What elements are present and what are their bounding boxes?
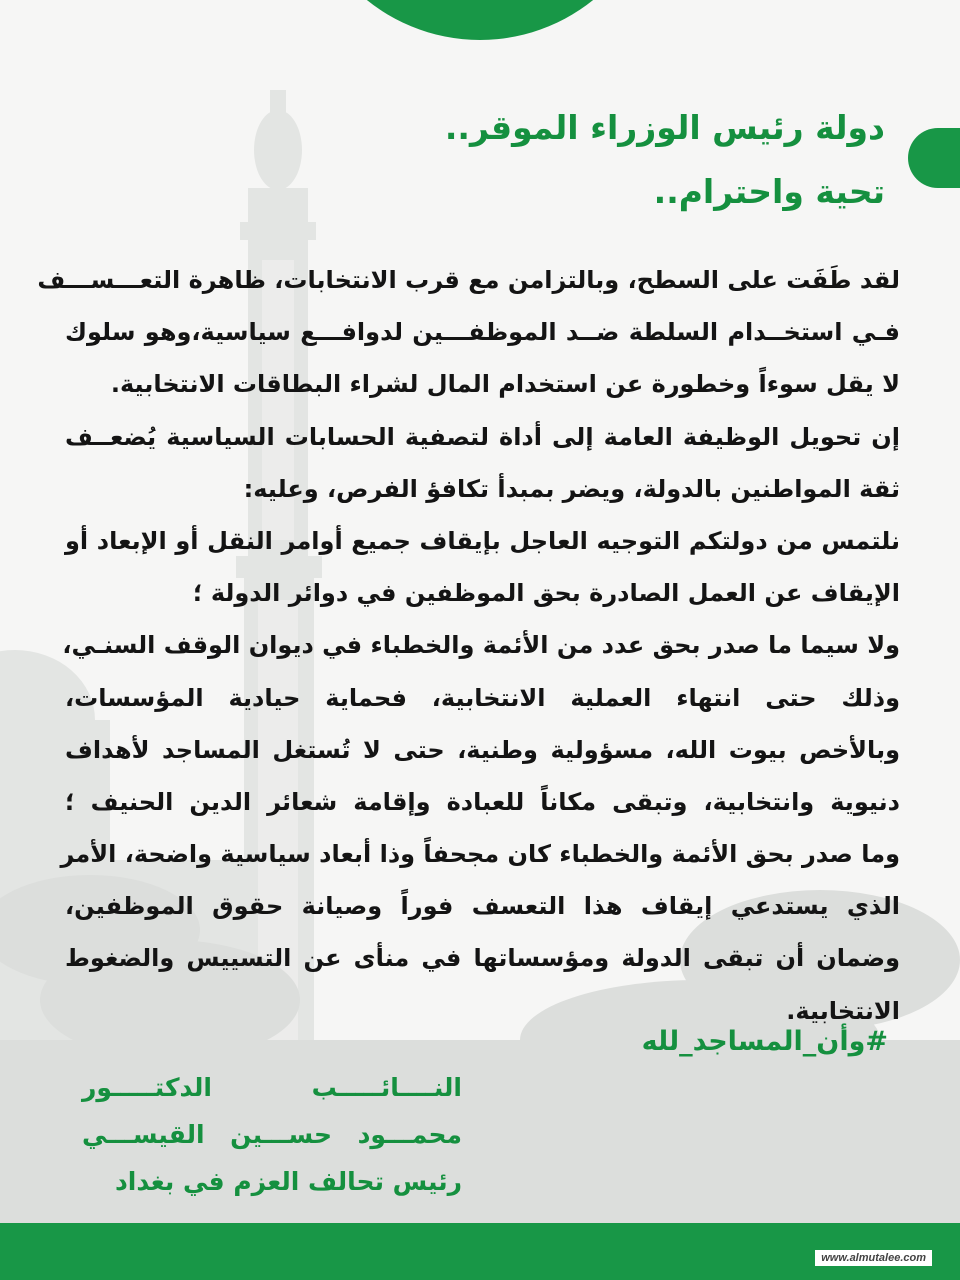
body-line: إن تحويل الوظيفة العامة إلى أداة لتصفية الحسابات السياسية يُضعــف	[65, 422, 900, 451]
body-line: ثقة المواطنين بالدولة، ويضر بمبدأ تكافؤ الفرص، وعليه:	[243, 474, 900, 503]
body-line: وضمان أن تبقى الدولة ومؤسساتها في منأى عن التسييس والضغوط	[65, 944, 900, 973]
body-line: وبالأخص بيوت الله، مسؤولية وطنية، حتى لا تُستغل المساجد لأهداف	[65, 735, 900, 764]
body-line: ولا سيما ما صدر بحق عدد من الأئمة والخطباء في ديوان الوقف السنـي،	[62, 631, 900, 660]
body-line: دنيوية وانتخابية، وتبقى مكاناً للعبادة وإقامة شعائر الدين الحنيف ؛	[65, 787, 900, 816]
letter-body	[37, 254, 900, 1037]
body-line: وذلك حتى انتهاء العملية الانتخابية، فحماية حيادية المؤسسات،	[65, 683, 900, 712]
signature-name: محمـــود حســـين القيســـي	[82, 1120, 462, 1149]
hashtag: #وأن_المساجد_لله	[641, 1026, 888, 1057]
signature-position: رئيس تحالف العزم في بغداد	[114, 1167, 462, 1196]
body-line: الذي يستدعي إيقاف هذا التعسف فوراً وصيانة حقوق الموظفين،	[65, 892, 900, 921]
salutation-heading: دولة رئيس الوزراء الموقر..	[444, 108, 885, 147]
site-watermark: www.almutalee.com	[815, 1250, 932, 1266]
body-line: لقد طَفَت على السطح، وبالتزامن مع قرب الانتخابات، ظاهرة التعـــســـف	[37, 266, 900, 294]
body-line: لا يقل سوءاً وخطورة عن استخدام المال لشراء البطاقات الانتخابية.	[110, 370, 900, 399]
body-line: الإيقاف عن العمل الصادرة بحق الموظفين في دوائر الدولة ؛	[192, 579, 900, 608]
greeting-heading: تحية واحترام..	[653, 172, 885, 211]
body-line: فـي استخــدام السلطة ضــد الموظفـــين لدوافـــع سياسية،وهو سلوك	[65, 318, 900, 347]
body-line: نلتمس من دولتكم التوجيه العاجل بإيقاف جميع أوامر النقل أو الإبعاد أو	[65, 526, 900, 555]
signature-block	[82, 1066, 462, 1207]
body-line: وما صدر بحق الأئمة والخطباء كان مجحفاً وذا أبعاد سياسية واضحة، الأمر	[60, 840, 900, 869]
side-green-tab	[908, 128, 960, 188]
signature-title: النــــائـــــب الدكتـــــور	[82, 1073, 462, 1102]
body-line: الانتخابية.	[786, 996, 900, 1025]
